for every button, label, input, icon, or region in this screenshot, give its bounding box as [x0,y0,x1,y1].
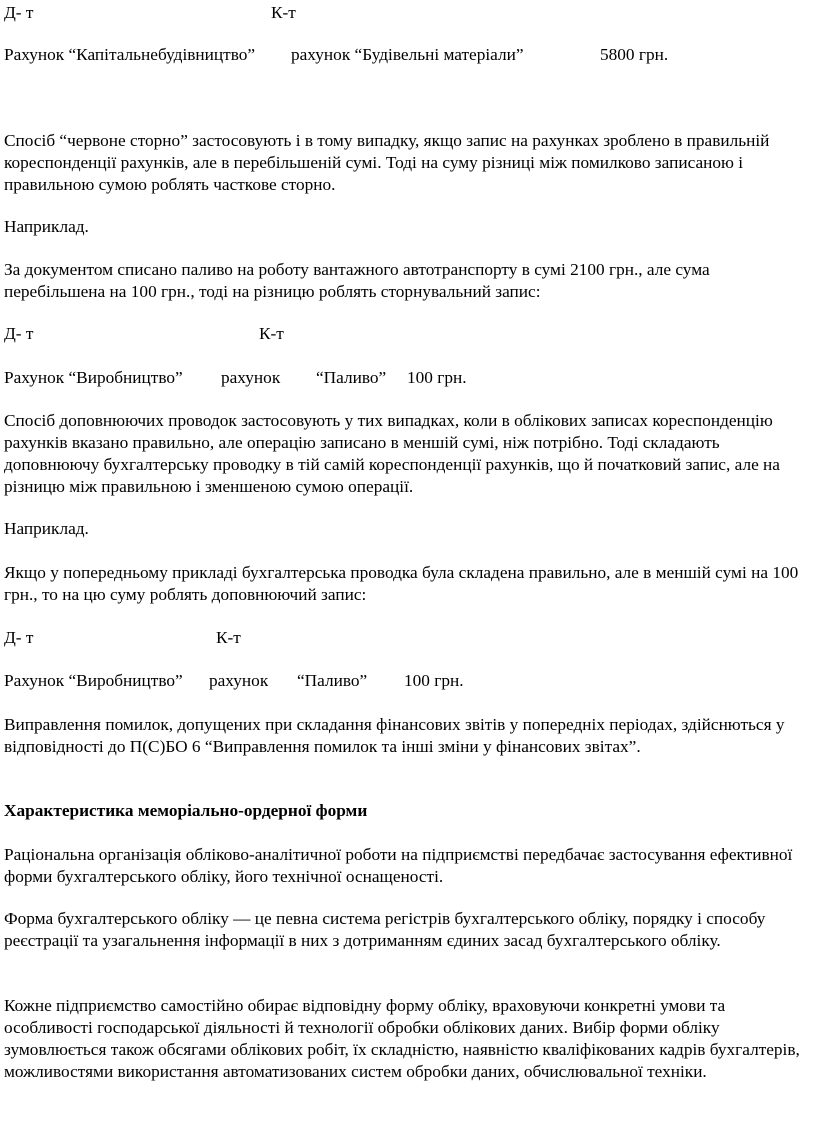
paragraph-form: Форма бухгалтерського обліку — це певна система регістрів бухгалтерського обліку, порядку і способу реєстрації та узагальнення інформації в них з дотриманням єдиних засад бухгалтерського обліку. [4,909,766,950]
entry1-amount: 5800 грн. [600,45,669,64]
paragraph-corrections: Виправлення помилок, допущених при складання фінансових звітів у попередніх періодах, здійснються у відповідності до П(С)БО 6 “Виправлення помилок та інші зміни у фінансових звітах”. [4,715,785,756]
entry1-line [4,44,804,66]
entry1-credit: К-т [271,3,296,22]
entry2-credit: К-т [259,324,284,343]
paragraph-choice: Кожне підприємство самостійно обирає відповідну форму обліку, враховуючи конкретні умови та особливості господарської діяльності й технології обробки облікових даних. Вибір форми обліку зумовлюється також обсягами облікових робіт, їх складністю, наявністю кваліфікованих кадрів бухгалтерів, можливостями використання автоматизованих систем обробки даних, обчислювальної техніки. [4,996,800,1081]
paragraph-additional: Спосіб доповнюючих проводок застосовують у тих випадках, коли в облікових записах кореспонденцію рахунків вказано правильно, але операцію записано в меншій сумі, ніж потрібно. Тоді складають доповнюючу бухгалтерську проводку в тій самій кореспонденції рахунків, що й початковий запис, але на різницю між правильною і зменшеною сумою операції. [4,411,780,496]
entry2-debit-account: Рахунок “Виробництво” [4,368,183,387]
entry1-debit-account: Рахунок “Капітальнебудівництво” [4,45,256,64]
entry3-debit-account: Рахунок “Виробництво” [4,671,183,690]
entry2-amount: 100 грн. [407,368,467,387]
entry2-debit: Д- т [4,324,34,343]
paragraph-red-storno: Спосіб “червоне сторно” застосовують і в тому випадку, якщо запис на рахунках зроблено в правильній кореспонденції рахунків, але в перебільшеній сумі. Тоді на суму різниці між помилково записаною і правильною сумою роблять часткове сторно. [4,131,770,194]
section-heading: Характеристика меморіально-ордерної форми [4,801,368,820]
entry1-credit-account: рахунок “Будівельні матеріали” [291,45,524,64]
entry3-amount: 100 грн. [404,671,464,690]
entry1-debit: Д- т [4,3,34,22]
entry2-line [4,367,804,389]
paragraph-rational: Раціональна організація обліково-аналітичної роботи на підприємстві передбачає застосування ефективної форми бухгалтерського обліку, його технічної оснащеності. [4,845,793,886]
entry3-credit-word: рахунок [209,671,269,690]
example-label-1: Наприклад. [4,217,89,236]
entry3-line [4,670,804,692]
entry3-credit-account: “Паливо” [297,671,368,690]
entry3-credit: К-т [216,628,241,647]
entry2-credit-account: “Паливо” [316,368,387,387]
entry2-credit-word: рахунок [221,368,281,387]
entry2-header [4,323,804,345]
paragraph-fuel: За документом списано паливо на роботу вантажного автотранспорту в сумі 2100 грн., але сума перебільшена на 100 грн., тоді на різницю роблять сторнувальний запис: [4,260,710,301]
entry1-header [4,2,804,24]
entry3-header [4,627,804,649]
paragraph-previous: Якщо у попередньому прикладі бухгалтерська проводка була складена правильно, але в меншій сумі на 100 грн., то на цю суму роблять доповнюючий запис: [4,563,799,604]
example-label-2: Наприклад. [4,519,89,538]
entry3-debit: Д- т [4,628,34,647]
